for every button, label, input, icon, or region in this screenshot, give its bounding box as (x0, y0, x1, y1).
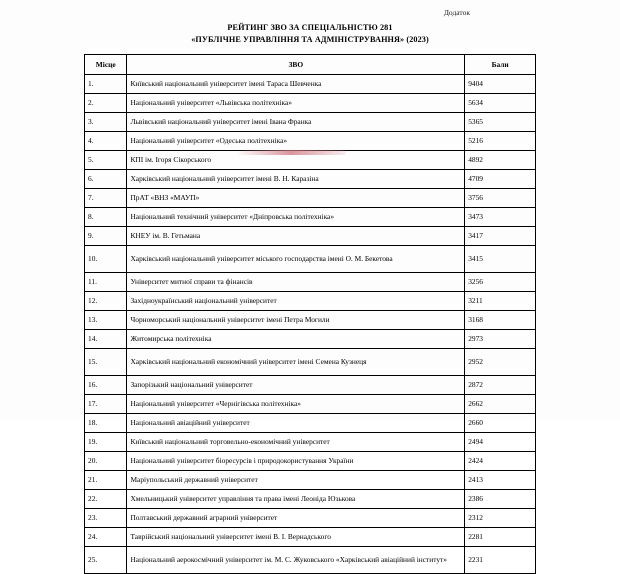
cell-institution-name: Національний технічний університет «Дніпровська політехніка» (127, 207, 465, 226)
table-row (85, 348, 536, 375)
cell-institution-name: Харківський національний економічний університет імені Семена Кузнеця (127, 348, 465, 375)
cell-institution-name: Полтавський державний аграрний університет (127, 508, 465, 527)
table-row (85, 413, 536, 432)
cell-score: 3473 (465, 207, 536, 226)
cell-score: 2660 (465, 413, 536, 432)
cell-score: 5365 (465, 112, 536, 131)
ranking-table-wrapper (84, 54, 536, 574)
cell-place: 12. (85, 291, 127, 310)
table-row (85, 310, 536, 329)
cell-institution-name: Університет митної справи та фінансів (127, 272, 465, 291)
cell-score: 5634 (465, 93, 536, 112)
table-row (85, 150, 536, 169)
cell-place: 22. (85, 489, 127, 508)
cell-score: 4709 (465, 169, 536, 188)
table-row (85, 489, 536, 508)
table-row (85, 74, 536, 93)
document-title (0, 22, 620, 46)
cell-place: 6. (85, 169, 127, 188)
cell-score: 5216 (465, 131, 536, 150)
cell-score: 3417 (465, 226, 536, 245)
cell-score: 3756 (465, 188, 536, 207)
cell-place: 8. (85, 207, 127, 226)
cell-institution-name: Львівський національний університет імені Івана Франка (127, 112, 465, 131)
header-place: Місце (85, 54, 127, 74)
cell-institution-name: Хмельницький університет управління та права імені Леоніда Юзькова (127, 489, 465, 508)
cell-institution-name: Київський національний університет імені Тараса Шевченка (127, 74, 465, 93)
table-row (85, 245, 536, 272)
table-row (85, 546, 536, 573)
cell-place: 1. (85, 74, 127, 93)
cell-score: 2386 (465, 489, 536, 508)
cell-score: 2413 (465, 470, 536, 489)
cell-score: 2872 (465, 375, 536, 394)
cell-institution-name: Харківський національний університет міського господарства імені О. М. Бекетова (127, 245, 465, 272)
cell-place: 18. (85, 413, 127, 432)
cell-score: 2662 (465, 394, 536, 413)
cell-score: 3415 (465, 245, 536, 272)
cell-institution-name: Київський національний торговельно-економічний університет (127, 432, 465, 451)
cell-score: 4892 (465, 150, 536, 169)
cell-score: 3211 (465, 291, 536, 310)
cell-institution-name: Національний університет «Львівська політехніка» (127, 93, 465, 112)
header-name: ЗВО (127, 54, 465, 74)
cell-institution-name: Національний аерокосмічний університет ім. М. С. Жуковського «Харківський авіаційний інститут» (127, 546, 465, 573)
cell-place: 13. (85, 310, 127, 329)
cell-place: 5. (85, 150, 127, 169)
cell-score: 9404 (465, 74, 536, 93)
cell-place: 15. (85, 348, 127, 375)
table-row (85, 226, 536, 245)
table-row (85, 207, 536, 226)
table-row (85, 470, 536, 489)
cell-place: 25. (85, 546, 127, 573)
table-row (85, 394, 536, 413)
cell-place: 11. (85, 272, 127, 291)
cell-institution-name: Харківський національний університет імені В. Н. Каразіна (127, 169, 465, 188)
cell-score: 3168 (465, 310, 536, 329)
cell-place: 3. (85, 112, 127, 131)
cell-place: 20. (85, 451, 127, 470)
title-line-1: РЕЙТИНГ ЗВО ЗА СПЕЦІАЛЬНІСТЮ 281 (227, 23, 393, 32)
cell-score: 2312 (465, 508, 536, 527)
cell-institution-name: Таврійський національний університет імені В. І. Вернадського (127, 527, 465, 546)
cell-place: 21. (85, 470, 127, 489)
cell-institution-name: Житомирська політехніка (127, 329, 465, 348)
cell-score: 2424 (465, 451, 536, 470)
addendum-label: Додаток (443, 8, 470, 17)
cell-place: 9. (85, 226, 127, 245)
table-row (85, 272, 536, 291)
table-row (85, 112, 536, 131)
table-row (85, 451, 536, 470)
cell-place: 24. (85, 527, 127, 546)
cell-institution-name: Запорізький національний університет (127, 375, 465, 394)
cell-score: 2281 (465, 527, 536, 546)
cell-institution-name: Національний авіаційний університет (127, 413, 465, 432)
cell-institution-name: Національний університет «Одеська політехніка» (127, 131, 465, 150)
cell-institution-name: Маріупольський державний університет (127, 470, 465, 489)
cell-institution-name: ПрАТ «ВНЗ «МАУП» (127, 188, 465, 207)
table-row (85, 169, 536, 188)
header-score: Бали (465, 54, 536, 74)
cell-place: 16. (85, 375, 127, 394)
cell-score: 2231 (465, 546, 536, 573)
table-header-row (85, 54, 536, 74)
cell-institution-name: Національний університет «Чернігівська політехніка» (127, 394, 465, 413)
table-row (85, 131, 536, 150)
cell-institution-name: Національний університет біоресурсів і природокористування України (127, 451, 465, 470)
cell-place: 7. (85, 188, 127, 207)
cell-institution-name: КНЕУ ім. В. Гетьмана (127, 226, 465, 245)
cell-score: 3256 (465, 272, 536, 291)
table-row (85, 291, 536, 310)
ranking-table (84, 54, 536, 574)
cell-institution-name: Чорноморський національний університет імені Петра Могили (127, 310, 465, 329)
table-row (85, 329, 536, 348)
cell-place: 23. (85, 508, 127, 527)
cell-place: 14. (85, 329, 127, 348)
table-row (85, 432, 536, 451)
ranking-table-body (85, 74, 536, 573)
cell-place: 10. (85, 245, 127, 272)
cell-institution-name: КПІ ім. Ігоря Сікорського (127, 150, 465, 169)
table-row (85, 375, 536, 394)
cell-place: 4. (85, 131, 127, 150)
table-row (85, 188, 536, 207)
table-row (85, 508, 536, 527)
cell-score: 2494 (465, 432, 536, 451)
table-row (85, 93, 536, 112)
cell-score: 2952 (465, 348, 536, 375)
table-row (85, 527, 536, 546)
cell-place: 19. (85, 432, 127, 451)
title-line-2: «ПУБЛІЧНЕ УПРАВЛІННЯ ТА АДМІНІСТРУВАННЯ» (2023) (191, 34, 429, 44)
cell-score: 2973 (465, 329, 536, 348)
cell-place: 17. (85, 394, 127, 413)
cell-institution-name: Західноукраїнський національний університет (127, 291, 465, 310)
cell-place: 2. (85, 93, 127, 112)
